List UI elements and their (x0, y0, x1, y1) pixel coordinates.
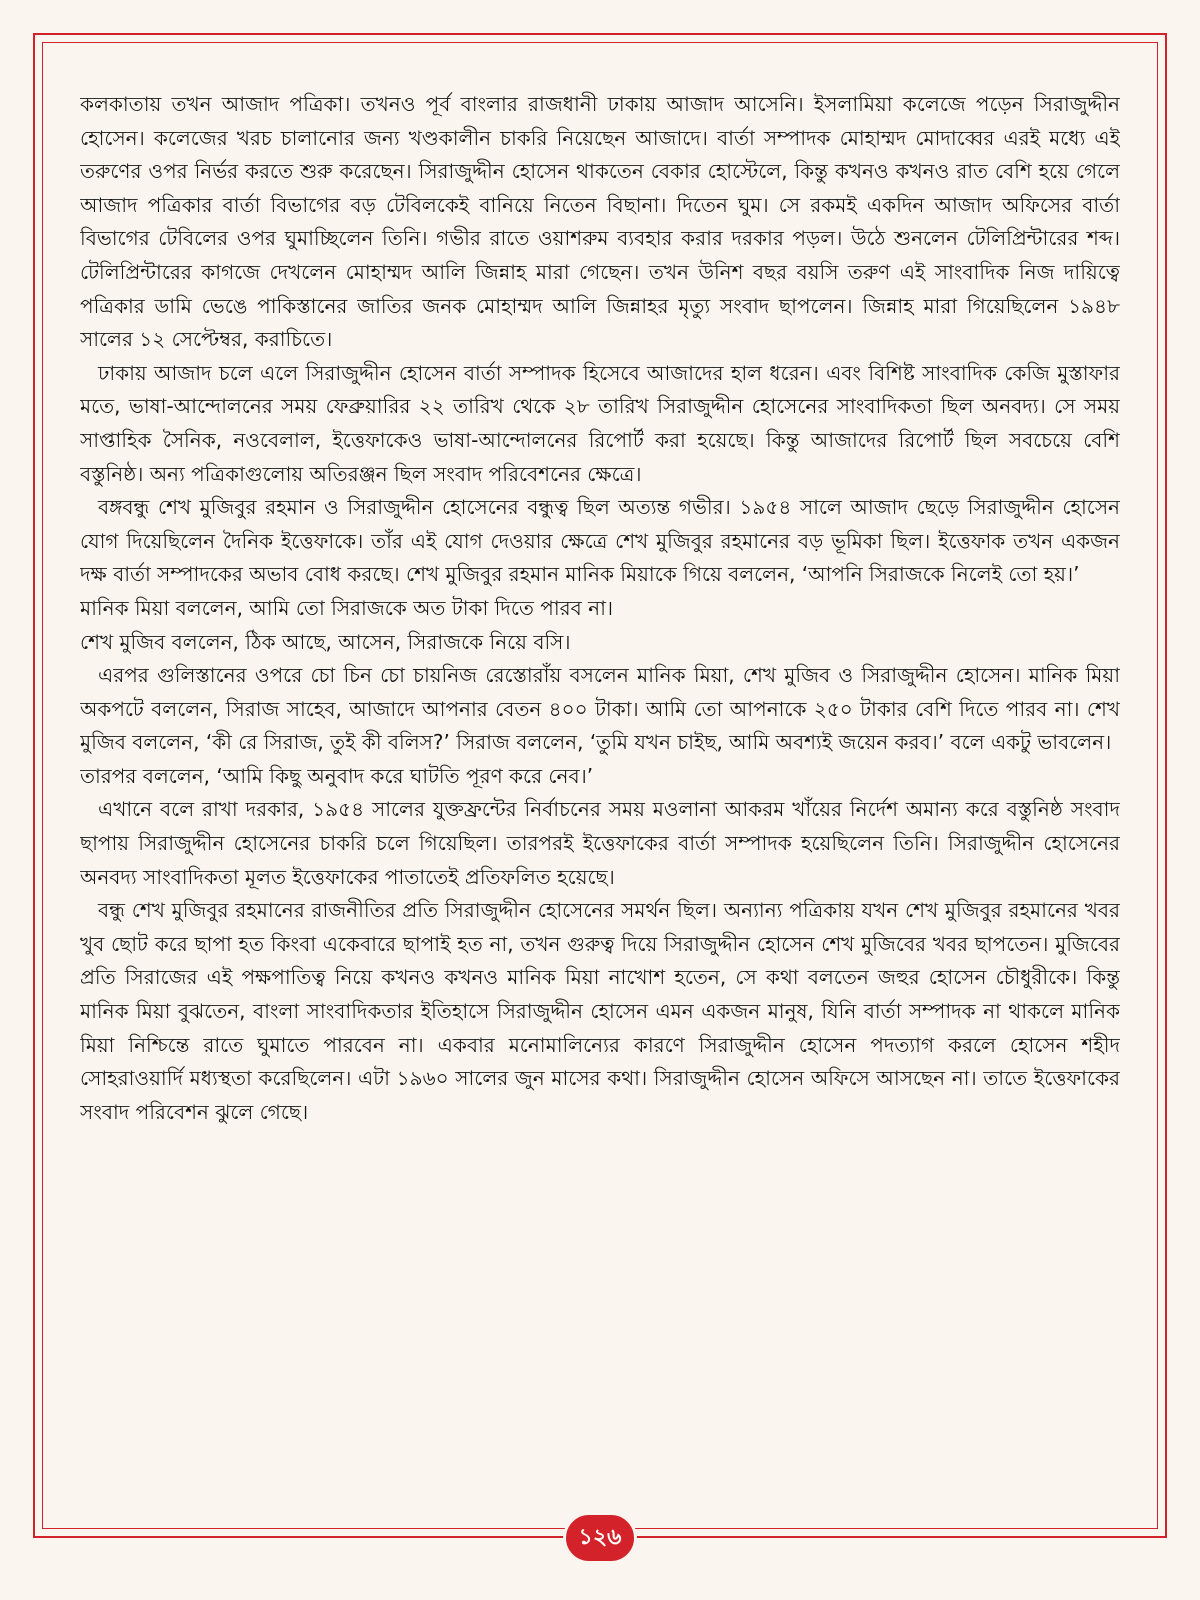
paragraph-4: মানিক মিয়া বললেন, আমি তো সিরাজকে অত টাকা দিতে পারব না। (80, 595, 614, 620)
body-text (80, 88, 1120, 1518)
page-number-badge: ১২৬ (563, 1512, 637, 1564)
paragraph-8: এখানে বলে রাখা দরকার, ১৯৫৪ সালের যুক্তফ্রন্টের নির্বাচনের সময় মওলানা আকরম খাঁয়ের নির্দেশ অমান্য করে বস্তুনিষ্ঠ সংবাদ ছাপায় সিরাজুদ্দীন হোসেনের চাকরি চলে গিয়েছিল। তারপরই ইত্তেফাকের বার্তা সম্পাদক হয়েছিলেন তিনি। সিরাজুদ্দীন হোসেনের অনবদ্য সাংবাদিকতা মূলত ইত্তেফাকের পাতাতেই প্রতিফলিত হয়েছে। (80, 797, 1120, 889)
paragraph-1: কলকাতায় তখন আজাদ পত্রিকা। তখনও পূর্ব বাংলার রাজধানী ঢাকায় আজাদ আসেনি। ইসলামিয়া কলেজে পড়েন সিরাজুদ্দীন হোসেন। কলেজের খরচ চালানোর জন্য খণ্ডকালীন চাকরি নিয়েছেন আজাদে। বার্তা সম্পাদক মোহাম্মদ মোদাব্বের এরই মধ্যে এই তরুণের ওপর নির্ভর করতে শুরু করেছেন। সিরাজুদ্দীন হোসেন থাকতেন বেকার হোস্টেলে, কিন্তু কখনও কখনও রাত বেশি হয়ে গেলে আজাদ পত্রিকার বার্তা বিভাগের বড় টেবিলকেই বানিয়ে নিতেন বিছানা। দিতেন ঘুম। সে রকমই একদিন আজাদ অফিসের বার্তা বিভাগের টেবিলের ওপর ঘুমাচ্ছিলেন তিনি। গভীর রাতে ওয়াশরুম ব্যবহার করার দরকার পড়ল। উঠে শুনলেন টেলিপ্রিন্টারের শব্দ। টেলিপ্রিন্টারের কাগজে দেখলেন মোহাম্মদ আলি জিন্নাহ মারা গেছেন। তখন উনিশ বছর বয়সি তরুণ এই সাংবাদিক নিজ দায়িত্বে পত্রিকার ডামি ভেঙে পাকিস্তানের জাতির জনক মোহাম্মদ আলি জিন্নাহর মৃত্যু সংবাদ ছাপলেন। জিন্নাহ মারা গিয়েছিলেন ১৯৪৮ সালের ১২ সেপ্টেম্বর, করাচিতে। (80, 92, 1120, 352)
paragraph-5: শেখ মুজিব বললেন, ঠিক আছে, আসেন, সিরাজকে নিয়ে বসি। (80, 629, 571, 654)
paragraph-6: এরপর গুলিস্তানের ওপরে চো চিন চো চায়নিজ রেস্তোরাঁয় বসলেন মানিক মিয়া, শেখ মুজিব ও সিরাজুদ্দীন হোসেন। মানিক মিয়া অকপটে বললেন, সিরাজ সাহেব, আজাদে আপনার বেতন ৪০০ টাকা। আমি তো আপনাকে ২৫০ টাকার বেশি দিতে পারব না। শেখ মুজিব বললেন, ‘কী রে সিরাজ, তুই কী বলিস?’ সিরাজ বললেন, ‘তুমি যখন চাইছ, আমি অবশ্যই জয়েন করব।’ বলে একটু ভাবলেন। (80, 663, 1120, 755)
paragraph-2: ঢাকায় আজাদ চলে এলে সিরাজুদ্দীন হোসেন বার্তা সম্পাদক হিসেবে আজাদের হাল ধরেন। এবং বিশিষ্ট সাংবাদিক কেজি মুস্তাফার মতে, ভাষা-আন্দোলনের সময় ফেব্রুয়ারির ২২ তারিখ থেকে ২৮ তারিখ সিরাজুদ্দীন হোসেনের সাংবাদিকতা ছিল অনবদ্য। সে সময় সাপ্তাহিক সৈনিক, নওবেলাল, ইত্তেফাকেও ভাষা-আন্দোলনের রিপোর্ট করা হয়েছে। কিন্তু আজাদের রিপোর্ট ছিল সবচেয়ে বেশি বস্তুনিষ্ঠ। অন্য পত্রিকাগুলোয় অতিরঞ্জন ছিল সংবাদ পরিবেশনের ক্ষেত্রে। (80, 360, 1120, 486)
paragraph-9: বন্ধু শেখ মুজিবুর রহমানের রাজনীতির প্রতি সিরাজুদ্দীন হোসেনের সমর্থন ছিল। অন্যান্য পত্রিকায় যখন শেখ মুজিবুর রহমানের খবর খুব ছোট করে ছাপা হত কিংবা একেবারে ছাপাই হত না, তখন গুরুত্ব দিয়ে সিরাজুদ্দীন হোসেন শেখ মুজিবের খবর ছাপতেন। মুজিবের প্রতি সিরাজের এই পক্ষপাতিত্ব নিয়ে কখনও কখনও মানিক মিয়া নাখোশ হতেন, সে কথা বলতেন জহুর হোসেন চৌধুরীকে। কিন্তু মানিক মিয়া বুঝতেন, বাংলা সাংবাদিকতার ইতিহাসে সিরাজুদ্দীন হোসেন এমন একজন মানুষ, যিনি বার্তা সম্পাদক না থাকলে মানিক মিয়া নিশ্চিন্তে রাতে ঘুমাতে পারবেন না। একবার মনোমালিন্যের কারণে সিরাজুদ্দীন হোসেন পদত্যাগ করলে হোসেন শহীদ সোহরাওয়ার্দি মধ্যস্থতা করেছিলেন। এটা ১৯৬০ সালের জুন মাসের কথা। সিরাজুদ্দীন হোসেন অফিসে আসছেন না। তাতে ইত্তেফাকের সংবাদ পরিবেশন ঝুলে গেছে। (80, 898, 1120, 1124)
paragraph-7: তারপর বললেন, ‘আমি কিছু অনুবাদ করে ঘাটতি পূরণ করে নেব।’ (80, 763, 594, 788)
paragraph-3: বঙ্গবন্ধু শেখ মুজিবুর রহমান ও সিরাজুদ্দীন হোসেনের বন্ধুত্ব ছিল অত্যন্ত গভীর। ১৯৫৪ সালে আজাদ ছেড়ে সিরাজুদ্দীন হোসেন যোগ দিয়েছিলেন দৈনিক ইত্তেফাকে। তাঁর এই যোগ দেওয়ার ক্ষেত্রে শেখ মুজিবুর রহমানের বড় ভূমিকা ছিল। ইত্তেফাক তখন একজন দক্ষ বার্তা সম্পাদকের অভাব বোধ করছে। শেখ মুজিবুর রহমান মানিক মিয়াকে গিয়ে বললেন, ‘আপনি সিরাজকে নিলেই তো হয়।’ (80, 495, 1120, 587)
